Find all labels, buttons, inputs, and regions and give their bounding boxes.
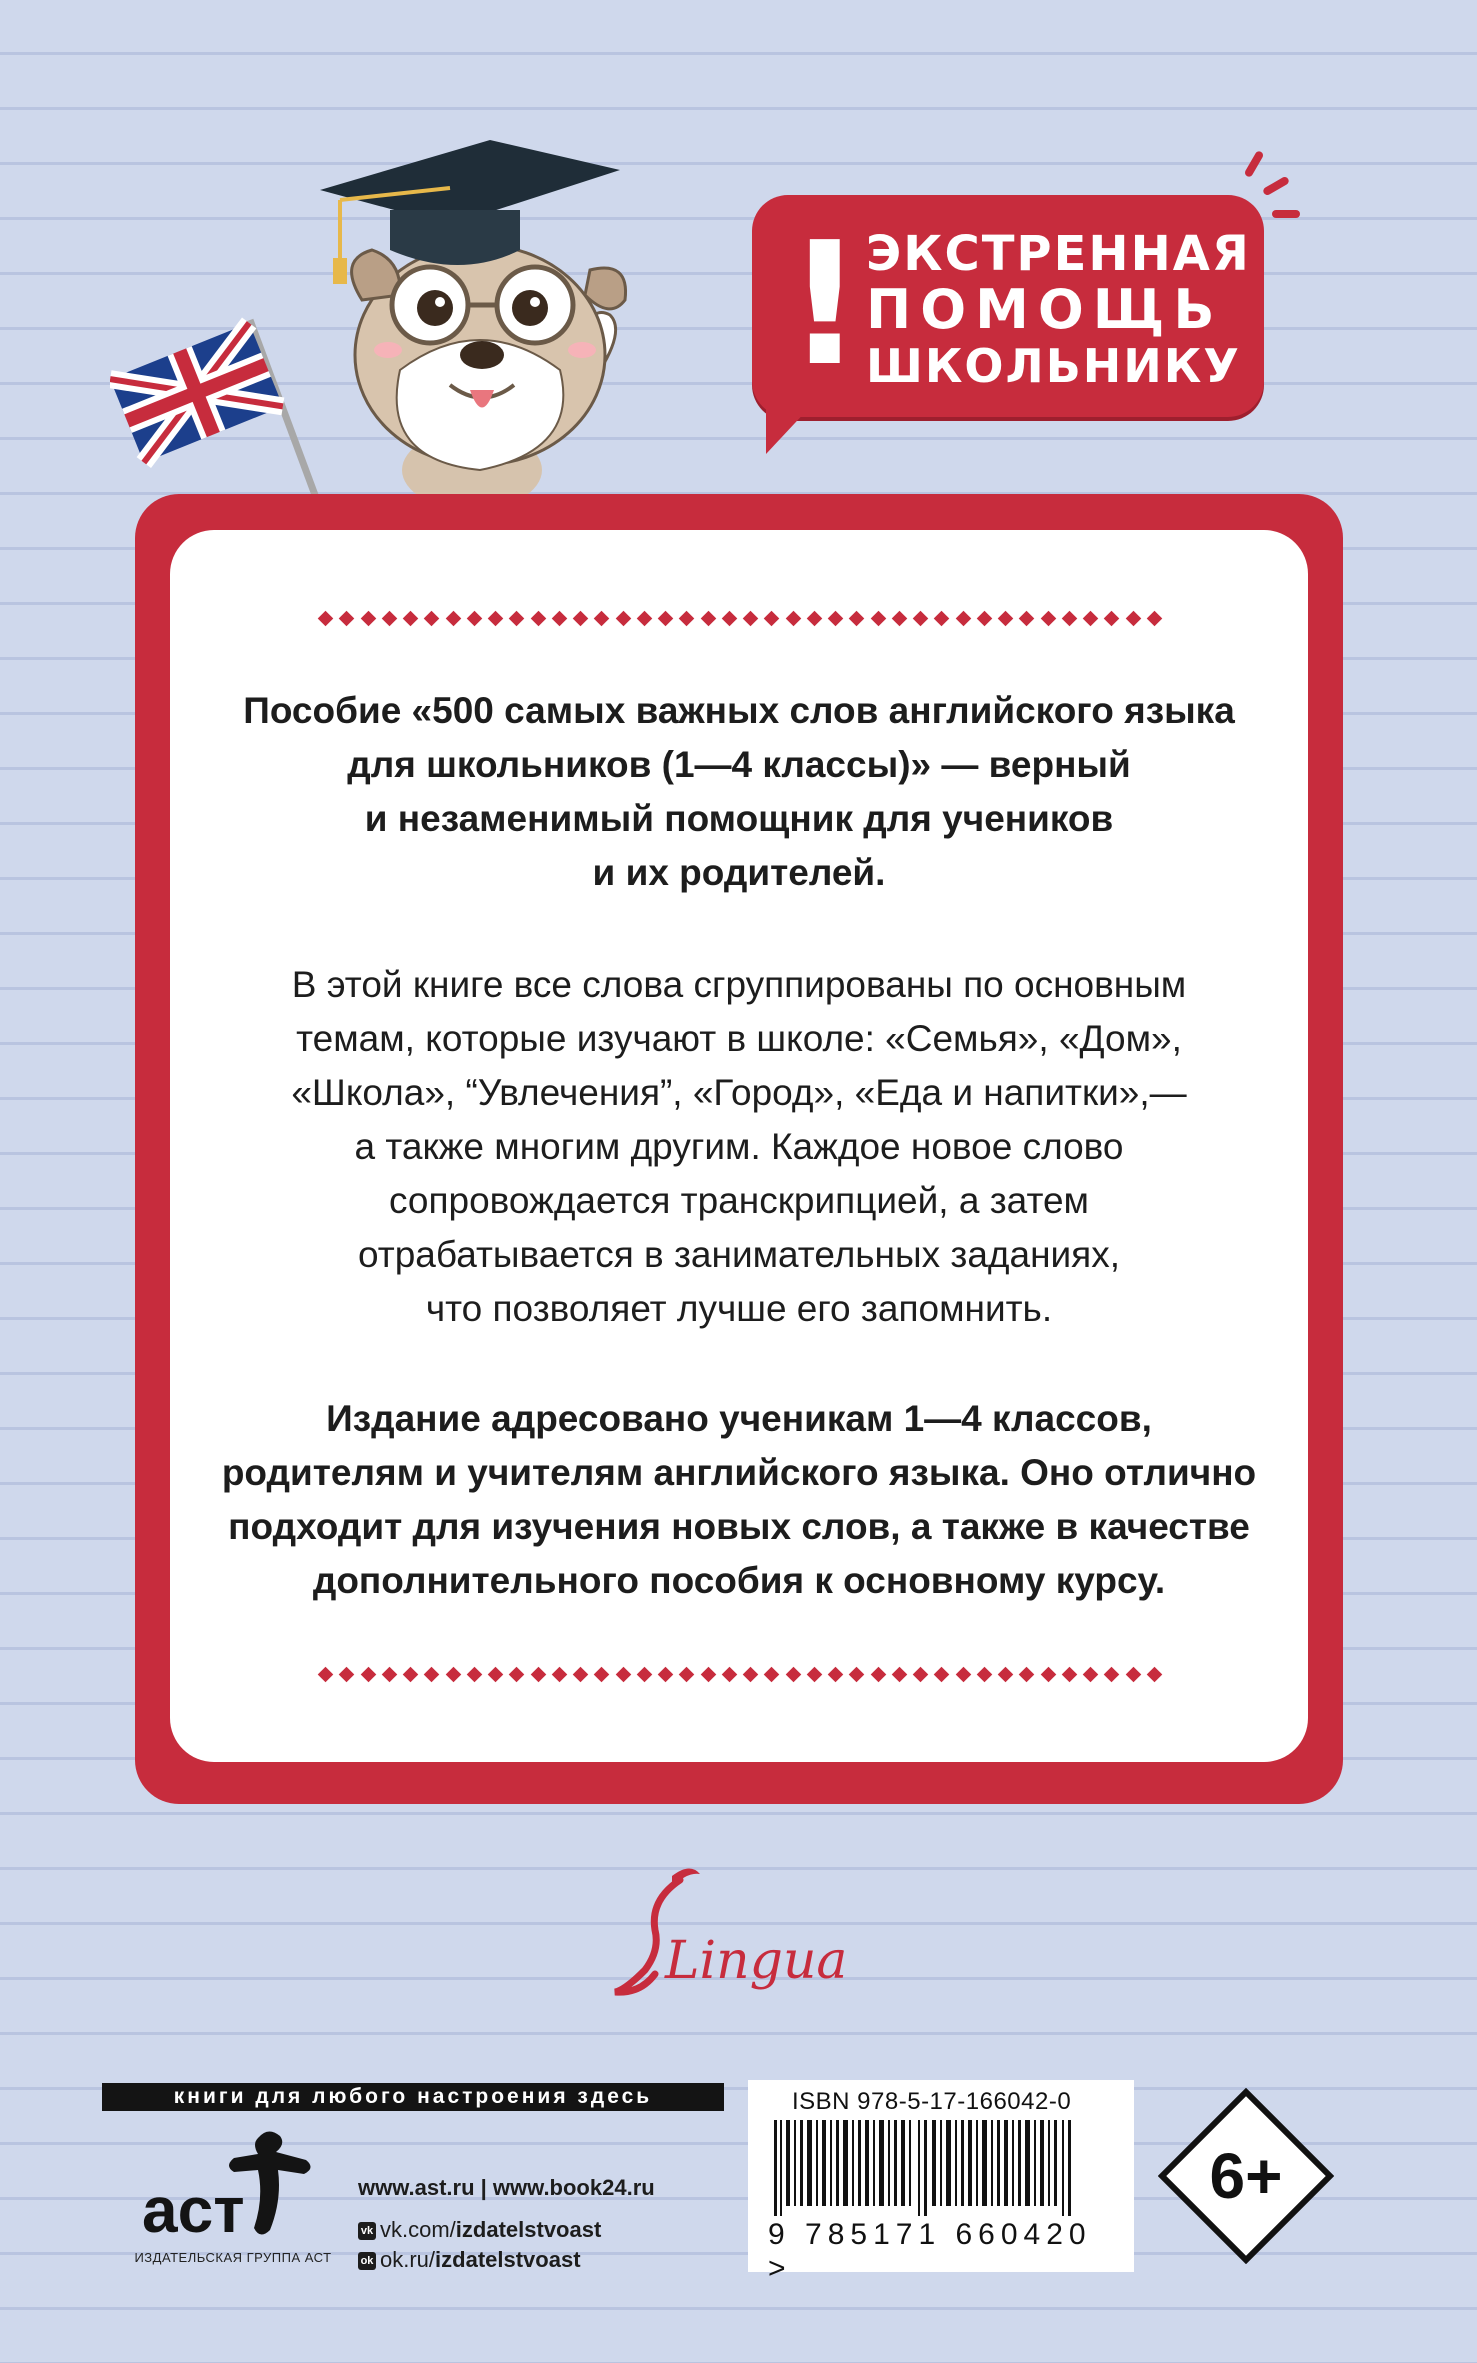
ok-icon: ok: [358, 2252, 376, 2270]
badge-spark-icon: [1262, 176, 1290, 197]
body-paragraph: [190, 958, 1288, 1336]
audience-paragraph: [190, 1392, 1288, 1608]
intro-line: и незаменимый помощник для учеников: [364, 798, 1114, 839]
barcode-digits: 9 785171 660420 >: [768, 2218, 1092, 2285]
diamond-divider-top: [320, 608, 1160, 628]
body-line: отрабатывается в занимательных заданиях,: [358, 1234, 1120, 1275]
audience-line: дополнительного пособия к основному курсу.: [312, 1560, 1166, 1601]
ast-caption: ИЗДАТЕЛЬСКАЯ ГРУППА АСТ: [134, 2250, 332, 2265]
ok-link[interactable]: [358, 2246, 581, 2274]
vk-handle: izdatelstvoast: [455, 2217, 602, 2242]
body-line: «Школа», “Увлечения”, «Город», «Еда и напитки»,—: [291, 1072, 1187, 1113]
ast-logo-icon: [140, 2128, 330, 2248]
badge-exclamation: !: [786, 206, 864, 404]
vk-prefix: vk.com/: [380, 2217, 456, 2242]
audience-line: Издание адресовано ученикам 1—4 классов,: [326, 1398, 1152, 1439]
barcode-icon: [768, 2120, 1113, 2216]
intro-line: Пособие «500 самых важных слов английского языка: [243, 690, 1235, 731]
badge-line-3: ШКОЛЬНИКУ: [866, 339, 1241, 393]
age-rating: 6+: [1209, 2140, 1283, 2212]
web-links[interactable]: www.ast.ru | www.book24.ru: [358, 2175, 655, 2200]
diamond-divider-bottom: [320, 1664, 1160, 1684]
body-line: сопровождается транскрипцией, а затем: [388, 1180, 1089, 1221]
ast-logo-text: аст: [142, 2174, 245, 2246]
badge-line-1: ЭКСТРЕННАЯ: [866, 226, 1251, 282]
uk-flag-icon: [110, 310, 330, 500]
badge-spark-icon: [1244, 150, 1265, 178]
lingua-logo-text: Lingua: [665, 1931, 848, 1991]
vk-link[interactable]: [358, 2216, 601, 2244]
ok-prefix: ok.ru/: [380, 2247, 436, 2272]
vk-icon: vk: [358, 2222, 376, 2240]
isbn-text: ISBN 978-5-17-166042-0: [792, 2088, 1072, 2115]
audience-line: родителям и учителям английского языка. Оно отлично: [221, 1452, 1257, 1493]
slogan-bar: книги для любого настроения здесь: [102, 2083, 724, 2111]
body-line: а также многим другим. Каждое новое слово: [354, 1126, 1124, 1167]
intro-line: для школьников (1—4 классы)» — верный: [347, 744, 1131, 785]
intro-paragraph: [190, 684, 1288, 900]
badge-line-2: ПОМОЩЬ: [866, 278, 1224, 341]
audience-line: подходит для изучения новых слов, а также в качестве: [228, 1506, 1250, 1547]
bulldog-graduate-icon: [300, 140, 700, 500]
badge-spark-icon: [1272, 210, 1300, 218]
ok-handle: izdatelstvoast: [435, 2247, 581, 2272]
intro-line: и их родителей.: [592, 852, 886, 893]
lingua-logo-icon: [610, 1860, 870, 2010]
body-line: темам, которые изучают в школе: «Семья», «Дом»,: [296, 1018, 1182, 1059]
body-line: В этой книге все слова сгруппированы по основным: [291, 964, 1187, 1005]
body-line: что позволяет лучше его запомнить.: [425, 1288, 1053, 1329]
